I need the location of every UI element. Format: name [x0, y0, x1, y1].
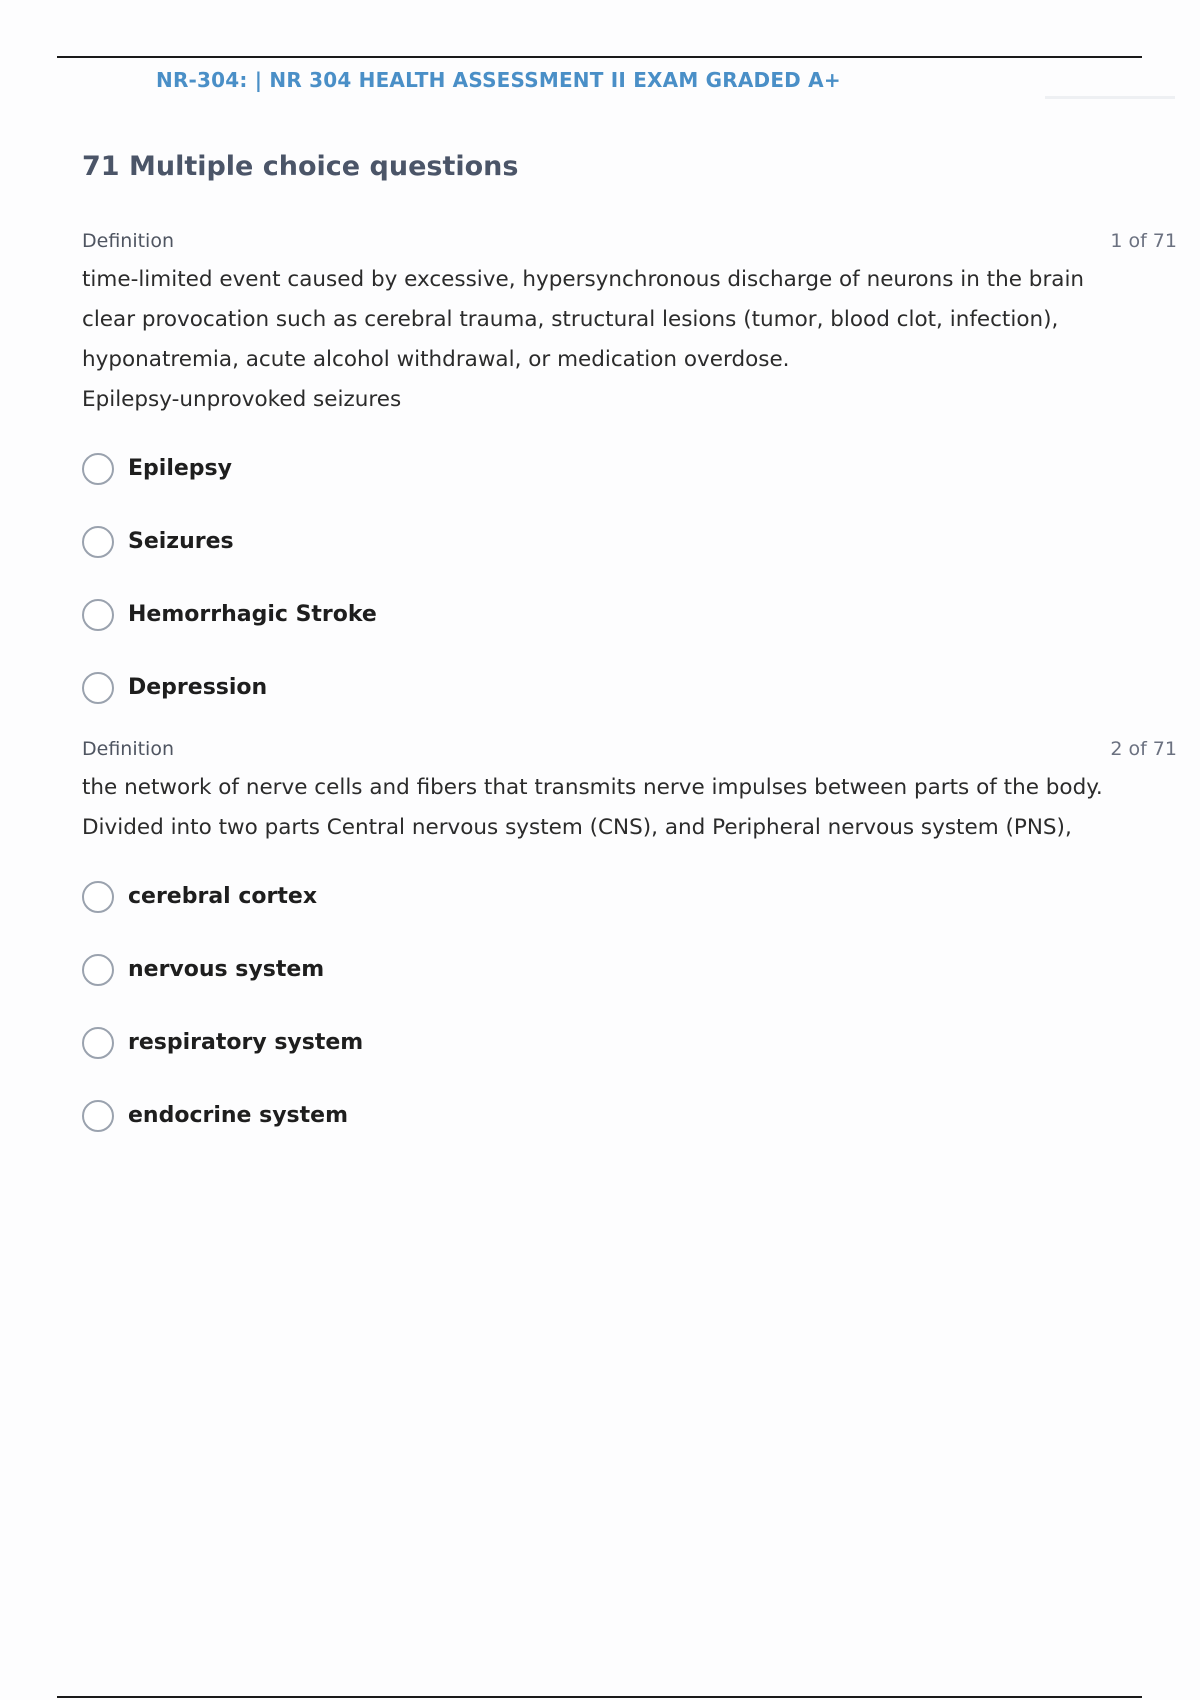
- question-type-label: Definition: [82, 230, 175, 252]
- definition-line: time-limited event caused by excessive, hypersynchronous discharge of neurons in the brain: [82, 267, 1085, 292]
- answer-option-label: Hemorrhagic Stroke: [128, 602, 377, 627]
- question-type-label: Definition: [82, 738, 175, 760]
- definition-line: Divided into two parts Central nervous system (CNS), and Peripheral nervous system (PNS),: [82, 815, 1072, 840]
- document-header-title: NR-304: | NR 304 HEALTH ASSESSMENT II EXAM GRADED A+: [156, 68, 841, 92]
- top-divider: [57, 56, 1142, 58]
- answer-option-endocrine-system[interactable]: [82, 1079, 1177, 1152]
- radio-unselected-icon[interactable]: [82, 1027, 114, 1059]
- question-header: [82, 226, 1177, 256]
- answer-option-cerebral-cortex[interactable]: [82, 860, 1177, 933]
- radio-unselected-icon[interactable]: [82, 954, 114, 986]
- bottom-divider: [57, 1696, 1142, 1698]
- answer-options: [82, 432, 1177, 724]
- definition-line: Epilepsy-unprovoked seizures: [82, 387, 402, 412]
- radio-unselected-icon[interactable]: [82, 599, 114, 631]
- answer-option-label: Seizures: [128, 529, 234, 554]
- answer-option-label: endocrine system: [128, 1103, 349, 1128]
- question-set-title: 71 Multiple choice questions: [82, 151, 519, 182]
- answer-option-label: Depression: [128, 675, 268, 700]
- answer-option-label: cerebral cortex: [128, 884, 318, 909]
- question-card-2: [82, 734, 1177, 1152]
- radio-unselected-icon[interactable]: [82, 881, 114, 913]
- definition-line: clear provocation such as cerebral trauma, structural lesions (tumor, blood clot, infection),: [82, 307, 1059, 332]
- definition-line: hyponatremia, acute alcohol withdrawal, or medication overdose.: [82, 347, 790, 372]
- answer-option-label: Epilepsy: [128, 456, 232, 481]
- question-definition-text: [82, 768, 1112, 848]
- question-definition-text: [82, 260, 1112, 420]
- radio-unselected-icon[interactable]: [82, 453, 114, 485]
- radio-unselected-icon[interactable]: [82, 672, 114, 704]
- question-header: [82, 734, 1177, 764]
- answer-option-hemorrhagic-stroke[interactable]: [82, 578, 1177, 651]
- answer-option-seizures[interactable]: [82, 505, 1177, 578]
- question-card-1: [82, 226, 1177, 724]
- definition-line: the network of nerve cells and fibers that transmits nerve impulses between parts of the body.: [82, 775, 1103, 800]
- radio-unselected-icon[interactable]: [82, 526, 114, 558]
- answer-options: [82, 860, 1177, 1152]
- radio-unselected-icon[interactable]: [82, 1100, 114, 1132]
- answer-option-respiratory-system[interactable]: [82, 1006, 1177, 1079]
- answer-option-nervous-system[interactable]: [82, 933, 1177, 1006]
- question-counter: 1 of 71: [1110, 230, 1177, 252]
- header-decoration: [1045, 96, 1175, 99]
- question-counter: 2 of 71: [1110, 738, 1177, 760]
- answer-option-epilepsy[interactable]: [82, 432, 1177, 505]
- answer-option-label: respiratory system: [128, 1030, 364, 1055]
- answer-option-depression[interactable]: [82, 651, 1177, 724]
- answer-option-label: nervous system: [128, 957, 325, 982]
